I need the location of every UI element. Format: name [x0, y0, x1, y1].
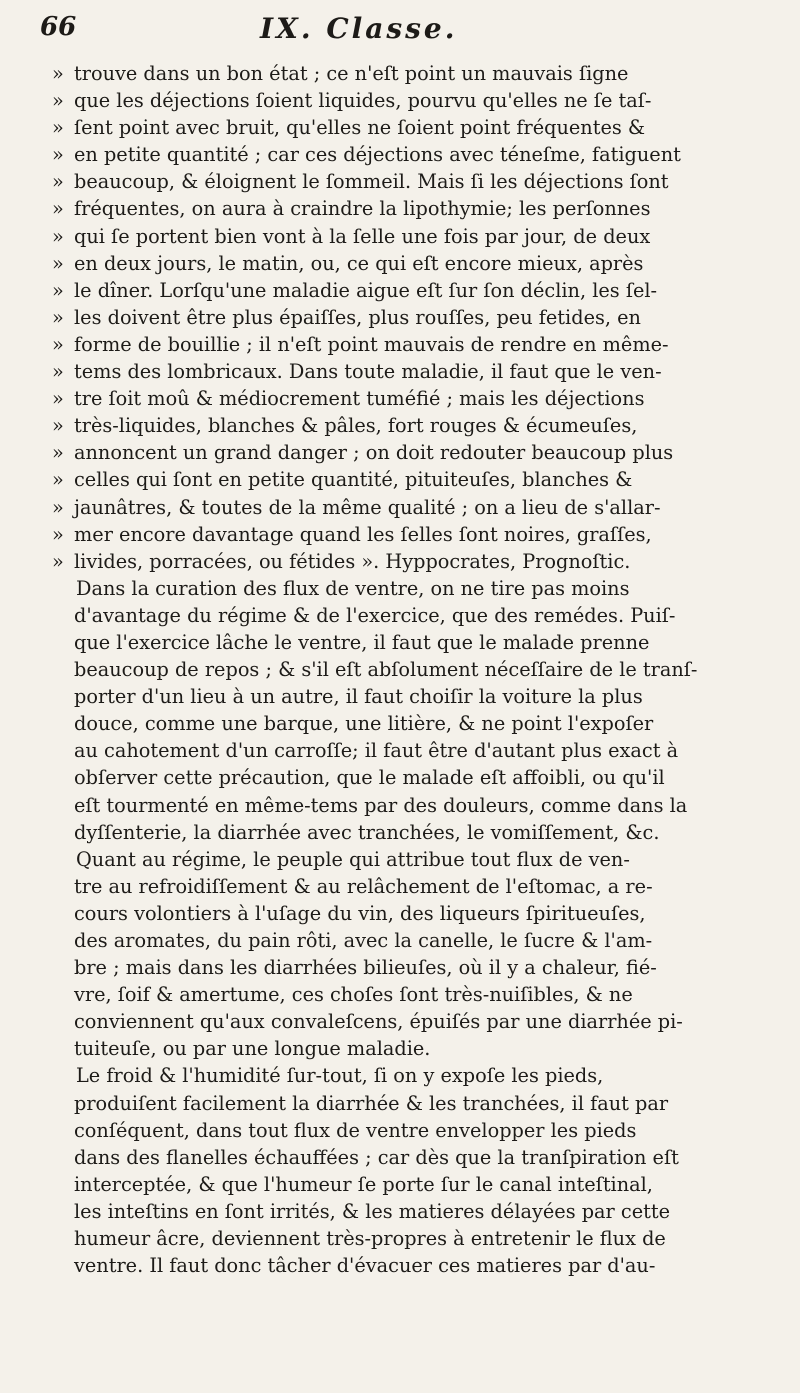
line-text: obſerver cette précaution, que le malade eſt affoibli, ou qu'il: [74, 766, 665, 790]
text-line: [52, 141, 777, 168]
text-line: [52, 277, 777, 304]
line-text: tre ſoit moû & médiocrement tuméfié ; mais les déjections: [74, 387, 645, 411]
quotation-mark: »: [52, 116, 64, 140]
line-text: que les déjections ſoient liquides, pourvu qu'elles ne ſe taſ-: [74, 89, 652, 113]
text-line: [52, 900, 777, 927]
quotation-mark: »: [52, 387, 64, 411]
paragraph: [52, 846, 777, 1063]
quotation-mark: »: [52, 89, 64, 113]
text-line: [52, 792, 777, 819]
line-text: conſéquent, dans tout flux de ventre envelopper les pieds: [74, 1118, 637, 1142]
line-text: ventre. Il faut donc tâcher d'évacuer ces matieres par d'au-: [74, 1254, 656, 1278]
line-text: des aromates, du pain rôti, avec la canelle, le ſucre & l'am-: [74, 929, 653, 952]
line-text: d'avantage du régime & de l'exercice, que des remédes. Puiſ-: [74, 603, 676, 627]
text-line: [52, 1198, 777, 1225]
quotation-mark: »: [52, 170, 64, 194]
line-text: au cahotement d'un carroſſe; il faut être d'autant plus exact à: [74, 739, 679, 763]
quotation-mark: »: [52, 441, 64, 465]
text-line: [52, 87, 777, 114]
line-text: conviennent qu'aux convaleſcens, épuiſés par une diarrhée pi-: [74, 1010, 683, 1034]
text-line: [52, 548, 777, 575]
text-line: [52, 1035, 777, 1062]
text-line: [52, 223, 777, 250]
text-line: [52, 439, 777, 466]
text-line: [52, 1090, 777, 1117]
text-line: [52, 873, 777, 900]
text-line: [52, 1171, 777, 1198]
quotation-mark: »: [52, 549, 64, 573]
text-line: [52, 1008, 777, 1035]
text-line: [52, 629, 777, 656]
line-text: douce, comme une barque, une litière, & ne point l'expoſer: [74, 712, 654, 736]
text-line: [52, 927, 777, 954]
paragraph: [52, 1062, 777, 1279]
text-line: [52, 494, 777, 521]
text-line: [52, 168, 777, 195]
quotation-mark: »: [52, 224, 64, 248]
line-text: en deux jours, le matin, ou, ce qui eſt encore mieux, après: [74, 251, 644, 275]
text-line: [52, 195, 777, 222]
quotation-mark: »: [52, 522, 64, 546]
body-text: [52, 60, 777, 1279]
text-line: [52, 819, 777, 846]
line-text: tuiteuſe, ou par une longue maladie.: [74, 1037, 431, 1061]
quotation-mark: »: [52, 495, 64, 519]
line-text: porter d'un lieu à un autre, il faut choiſir la voiture la plus: [74, 685, 643, 709]
line-text: Dans la curation des flux de ventre, on ne tire pas moins: [76, 576, 630, 600]
quotation-mark: »: [52, 414, 64, 438]
text-line: [52, 981, 777, 1008]
paragraph: [52, 60, 777, 575]
line-text: mer encore davantage quand les ſelles ſont noires, graſſes,: [74, 522, 652, 546]
text-line: [52, 1252, 777, 1279]
line-text: jaunâtres, & toutes de la même qualité ; on a lieu de s'allar-: [74, 495, 661, 519]
line-text: beaucoup, & éloignent le ſommeil. Mais ſi les déjections ſont: [74, 170, 669, 194]
line-text: les doivent être plus épaiſſes, plus rouſſes, peu fetides, en: [74, 305, 641, 329]
text-line: [52, 846, 777, 873]
text-line: [52, 412, 777, 439]
line-text: beaucoup de repos ; & s'il eſt abſolument néceſſaire de le tranſ-: [74, 658, 698, 682]
paragraph: [52, 575, 777, 846]
line-text: celles qui ſont en petite quantité, pituiteuſes, blanches &: [74, 468, 633, 492]
line-text: en petite quantité ; car ces déjections avec téneſme, fatiguent: [74, 143, 681, 167]
quotation-mark: »: [52, 143, 64, 167]
text-line: [52, 60, 777, 87]
line-text: le dîner. Lorſqu'une maladie aigue eſt ſur ſon déclin, les ſel-: [74, 278, 658, 302]
text-line: [52, 575, 777, 602]
page-number: 66: [40, 12, 77, 42]
text-line: [52, 737, 777, 764]
line-text: Quant au régime, le peuple qui attribue tout flux de ven-: [76, 847, 630, 871]
line-text: fréquentes, on aura à craindre la lipothymie; les perſonnes: [74, 197, 651, 221]
line-text: annoncent un grand danger ; on doit redouter beaucoup plus: [74, 441, 674, 465]
text-line: [52, 602, 777, 629]
line-text: eſt tourmenté en même-tems par des douleurs, comme dans la: [74, 793, 688, 817]
line-text: ſent point avec bruit, qu'elles ne ſoient point fréquentes &: [74, 116, 646, 140]
line-text: vre, ſoif & amertume, ces choſes ſont très-nuiſibles, & ne: [74, 983, 633, 1007]
line-text: livides, porracées, ou fétides ». Hyppocrates, Prognoſtic.: [74, 549, 631, 573]
text-line: [52, 1225, 777, 1252]
text-line: [52, 385, 777, 412]
line-text: tems des lombricaux. Dans toute maladie, il faut que le ven-: [74, 360, 662, 384]
text-line: [52, 250, 777, 277]
quotation-mark: »: [52, 197, 64, 221]
text-line: [52, 304, 777, 331]
quotation-mark: »: [52, 305, 64, 329]
text-line: [52, 521, 777, 548]
quotation-mark: »: [52, 251, 64, 275]
line-text: que l'exercice lâche le ventre, il faut que le malade prenne: [74, 630, 650, 654]
line-text: produiſent facilement la diarrhée & les tranchées, il faut par: [74, 1091, 669, 1115]
line-text: trouve dans un bon état ; ce n'eſt point un mauvais ſigne: [74, 62, 629, 85]
text-line: [52, 954, 777, 981]
text-line: [52, 1062, 777, 1089]
text-line: [52, 710, 777, 737]
text-line: [52, 764, 777, 791]
line-text: forme de bouillie ; il n'eſt point mauvais de rendre en même-: [74, 332, 669, 356]
line-text: Le froid & l'humidité ſur-tout, ſi on y expoſe les pieds,: [76, 1064, 604, 1088]
text-line: [52, 466, 777, 493]
line-text: très-liquides, blanches & pâles, fort rouges & écumeuſes,: [74, 414, 638, 438]
running-head: IX. Classe.: [260, 12, 458, 45]
page-header: [40, 8, 760, 52]
line-text: les inteſtins en ſont irrités, & les matieres délayées par cette: [74, 1199, 671, 1223]
text-line: [52, 331, 777, 358]
quotation-mark: »: [52, 278, 64, 302]
text-line: [52, 358, 777, 385]
text-line: [52, 1144, 777, 1171]
line-text: bre ; mais dans les diarrhées bilieuſes, où il y a chaleur, fié-: [74, 956, 657, 980]
line-text: interceptée, & que l'humeur ſe porte ſur le canal inteſtinal,: [74, 1172, 653, 1196]
quotation-mark: »: [52, 332, 64, 356]
line-text: qui ſe portent bien vont à la ſelle une fois par jour, de deux: [74, 224, 651, 248]
text-line: [52, 656, 777, 683]
quotation-mark: »: [52, 62, 64, 85]
text-line: [52, 683, 777, 710]
quotation-mark: »: [52, 468, 64, 492]
text-line: [52, 114, 777, 141]
quotation-mark: »: [52, 360, 64, 384]
line-text: humeur âcre, deviennent très-propres à entretenir le flux de: [74, 1227, 666, 1251]
line-text: dans des flanelles échauffées ; car dès que la tranſpiration eſt: [74, 1145, 679, 1169]
text-line: [52, 1117, 777, 1144]
line-text: cours volontiers à l'uſage du vin, des liqueurs ſpiritueuſes,: [74, 901, 646, 925]
line-text: tre au refroidiſſement & au relâchement de l'eſtomac, a re-: [74, 874, 653, 898]
line-text: dyſſenterie, la diarrhée avec tranchées, le vomiſſement, &c.: [74, 820, 660, 844]
